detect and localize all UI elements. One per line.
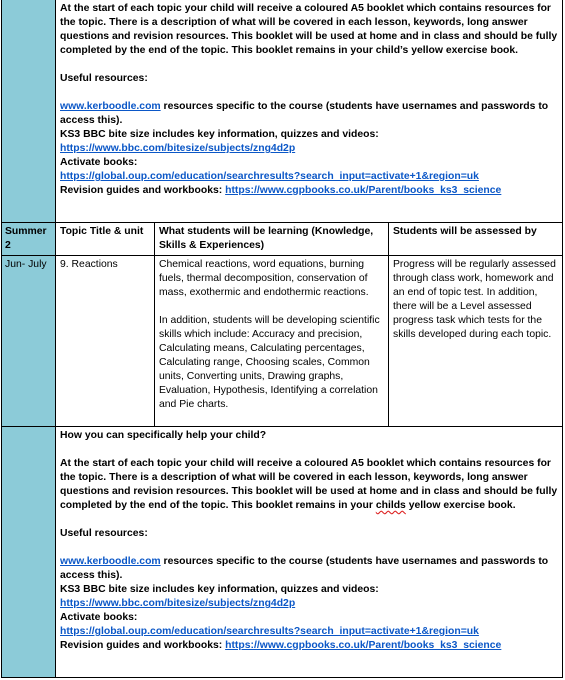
top-kerboodle-text: resources specific to the course (students have usernames and passwords to access this). bbox=[60, 101, 549, 126]
top-resources-cell bbox=[56, 0, 563, 223]
header-topic: Topic Title & unit bbox=[56, 223, 155, 256]
top-revision-line bbox=[60, 184, 558, 198]
header-learning: What students will be learning (Knowledge, Skills & Experiences) bbox=[155, 223, 389, 256]
table-row bbox=[2, 256, 563, 427]
learning-text-2: In addition, students will be developing scientific skills which include: Accuracy and precision, Calculating means, Calculating percentages, Calculating range, Choosing scales, Common units, Converting units, Drawing graphs, Evaluation, Hypothesis, Identifying a correlation and Pie charts. bbox=[159, 315, 380, 410]
bottom-intro-part2: yellow exercise book. bbox=[405, 500, 516, 511]
side-cell-bottom bbox=[2, 427, 56, 678]
bottom-resources-row bbox=[2, 427, 563, 678]
top-revision-label: Revision guides and workbooks: bbox=[60, 185, 226, 196]
bottom-activate-label: Activate books: bbox=[60, 612, 138, 623]
side-header-summer: Summer 2 bbox=[2, 223, 56, 256]
bottom-useful-resources-label: Useful resources: bbox=[60, 528, 148, 539]
spelling-flag-word: childs bbox=[375, 500, 406, 511]
top-resources-row bbox=[2, 0, 563, 223]
side-cell-top bbox=[2, 0, 56, 223]
top-revision-link[interactable]: https://www.cgpbooks.co.uk/Parent/books_ks3_science bbox=[225, 185, 502, 196]
top-kerboodle-link[interactable]: www.kerboodle.com bbox=[60, 101, 161, 112]
top-bbc-label: KS3 BBC bite size includes key information, quizzes and videos: bbox=[60, 129, 379, 140]
top-activate-label: Activate books: bbox=[60, 157, 138, 168]
bottom-revision-line bbox=[60, 639, 558, 653]
bottom-kerboodle-line bbox=[60, 555, 558, 583]
bottom-kerboodle-text: resources specific to the course (students have usernames and passwords to access this). bbox=[60, 556, 549, 581]
bottom-bbc-label: KS3 BBC bite size includes key information, quizzes and videos: bbox=[60, 584, 379, 595]
bottom-revision-label: Revision guides and workbooks: bbox=[60, 640, 226, 651]
bottom-intro-text bbox=[60, 457, 558, 513]
bottom-intro-part1: At the start of each topic your child will receive a coloured A5 booklet which contains resources for the topic. There is a description of what will be covered in each lesson, keywords, long answer questions and revision resources. This booklet will be used at home and in class and should be fully completed by the end of the topic. This booklet remains in your bbox=[60, 458, 558, 511]
help-heading: How you can specifically help your child? bbox=[60, 430, 267, 441]
top-bbc-link[interactable]: https://www.bbc.com/bitesize/subjects/zng4d2p bbox=[60, 143, 296, 154]
top-kerboodle-line bbox=[60, 100, 558, 128]
bottom-activate-link[interactable]: https://global.oup.com/education/searchresults?search_input=activate+1&region=uk bbox=[60, 626, 479, 637]
learning-cell bbox=[155, 256, 389, 427]
side-period: Jun- July bbox=[2, 256, 56, 427]
bottom-bbc-link[interactable]: https://www.bbc.com/bitesize/subjects/zng4d2p bbox=[60, 598, 296, 609]
assessed-cell: Progress will be regularly assessed through class work, homework and an end of topic test. In addition, there will be a Level assessed progress task which tests for the skills developed during each topic. bbox=[389, 256, 563, 427]
bottom-kerboodle-link[interactable]: www.kerboodle.com bbox=[60, 556, 161, 567]
bottom-resources-cell bbox=[56, 427, 563, 678]
topic-cell: 9. Reactions bbox=[56, 256, 155, 427]
header-assessed: Students will be assessed by bbox=[389, 223, 563, 256]
curriculum-table bbox=[1, 0, 563, 678]
top-activate-link[interactable]: https://global.oup.com/education/searchresults?search_input=activate+1&region=uk bbox=[60, 171, 479, 182]
top-intro-text: At the start of each topic your child will receive a coloured A5 booklet which contains resources for the topic. There is a description of what will be covered in each lesson, keywords, long answer questions and revision resources. This booklet will be used at home and in class and should be fully completed by the end of the topic. This booklet remains in your child’s yellow exercise book. bbox=[60, 3, 558, 56]
bottom-revision-link[interactable]: https://www.cgpbooks.co.uk/Parent/books_ks3_science bbox=[225, 640, 502, 651]
top-useful-resources-label: Useful resources: bbox=[60, 73, 148, 84]
learning-text-1: Chemical reactions, word equations, burning fuels, thermal decomposition, conservation of mass, exothermic and endothermic reactions. bbox=[159, 259, 369, 298]
table-header-row bbox=[2, 223, 563, 256]
